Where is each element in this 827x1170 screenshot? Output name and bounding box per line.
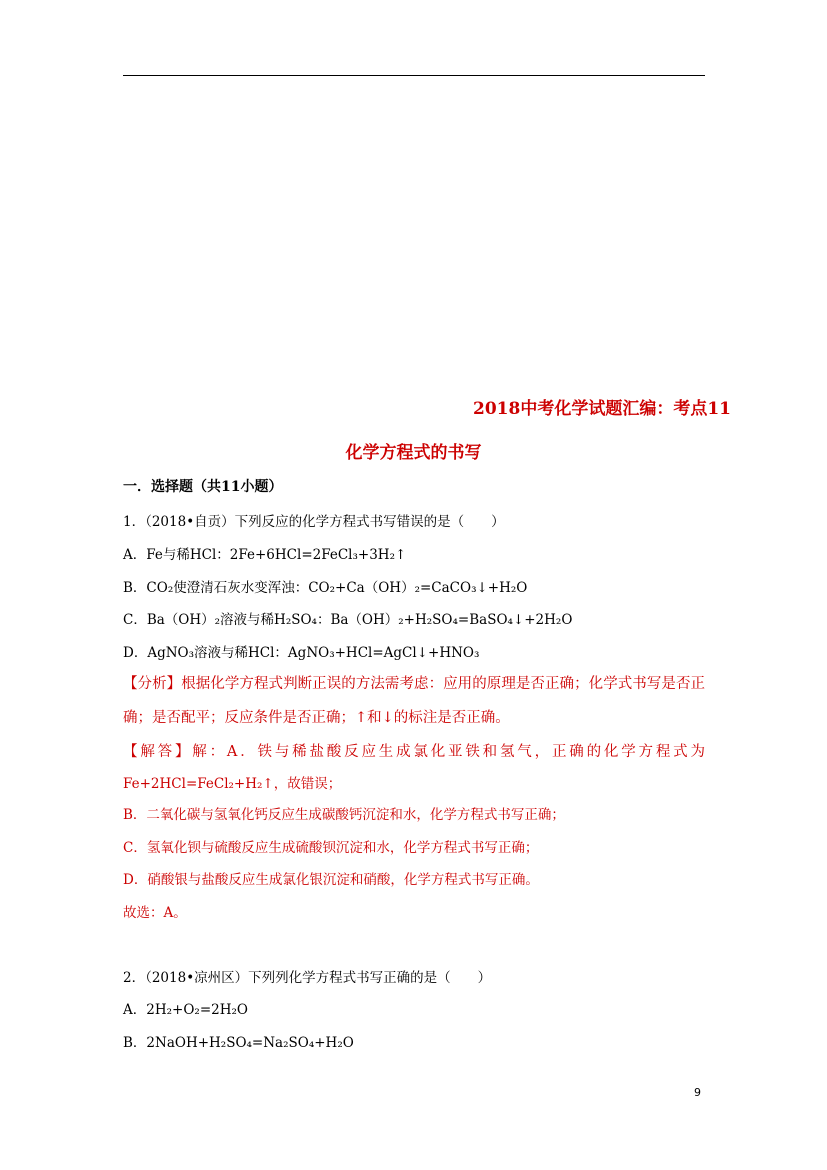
question-1-option-b: B．CO₂使澄清石灰水变浑浊：CO₂+Ca（OH）₂=CaCO₃↓+H₂O: [123, 580, 528, 596]
question-1-option-d: D．AgNO₃溶液与稀HCl：AgNO₃+HCl=AgCl↓+HNO₃: [123, 645, 480, 661]
question-1-option-a: A．Fe与稀HCl：2Fe+6HCl=2FeCl₃+3H₂↑: [123, 547, 407, 563]
question-1-solution-line-2: Fe+2HCl=FeCl₂+H₂↑，故错误；: [123, 776, 342, 792]
question-1-analysis-line-2: 确；是否配平；反应条件是否正确；↑和↓的标注是否正确。: [123, 710, 510, 726]
question-2-stem: 2．（2018•凉州区）下列列化学方程式书写正确的是（ ）: [123, 970, 492, 986]
question-1-stem: 1．（2018•自贡）下列反应的化学方程式书写错误的是（ ）: [123, 514, 505, 530]
question-1-analysis-line-1: 【分析】根据化学方程式判断正误的方法需考虑：应用的原理是否正确；化学式书写是否正: [123, 676, 705, 692]
question-2-option-a: A．2H₂+O₂=2H₂O: [123, 1002, 248, 1018]
question-1-solution-c: C．氢氧化钡与硫酸反应生成硫酸钡沉淀和水，化学方程式书写正确；: [123, 840, 539, 856]
question-1-solution-line-1: 【解答】解：A．铁与稀盐酸反应生成氯化亚铁和氢气，正确的化学方程式为: [123, 744, 705, 760]
question-2-option-b: B．2NaOH+H₂SO₄=Na₂SO₄+H₂O: [123, 1035, 354, 1051]
question-1-solution-d: D．硝酸银与盐酸反应生成氯化银沉淀和硝酸，化学方程式书写正确。: [123, 872, 539, 888]
question-1-answer: 故选：A。: [123, 905, 187, 921]
header-rule: [123, 75, 705, 76]
document-title: 2018中考化学试题汇编：考点11: [473, 399, 731, 419]
question-1-solution-b: B．二氧化碳与氢氧化钙反应生成碳酸钙沉淀和水，化学方程式书写正确；: [123, 807, 565, 823]
document-subtitle: 化学方程式的书写: [345, 443, 482, 463]
page-number: 9: [694, 1086, 701, 1099]
question-1-option-c: C．Ba（OH）₂溶液与稀H₂SO₄：Ba（OH）₂+H₂SO₄=BaSO₄↓+2H₂O: [123, 612, 573, 628]
section-heading: 一．选择题（共11小题）: [123, 479, 283, 495]
